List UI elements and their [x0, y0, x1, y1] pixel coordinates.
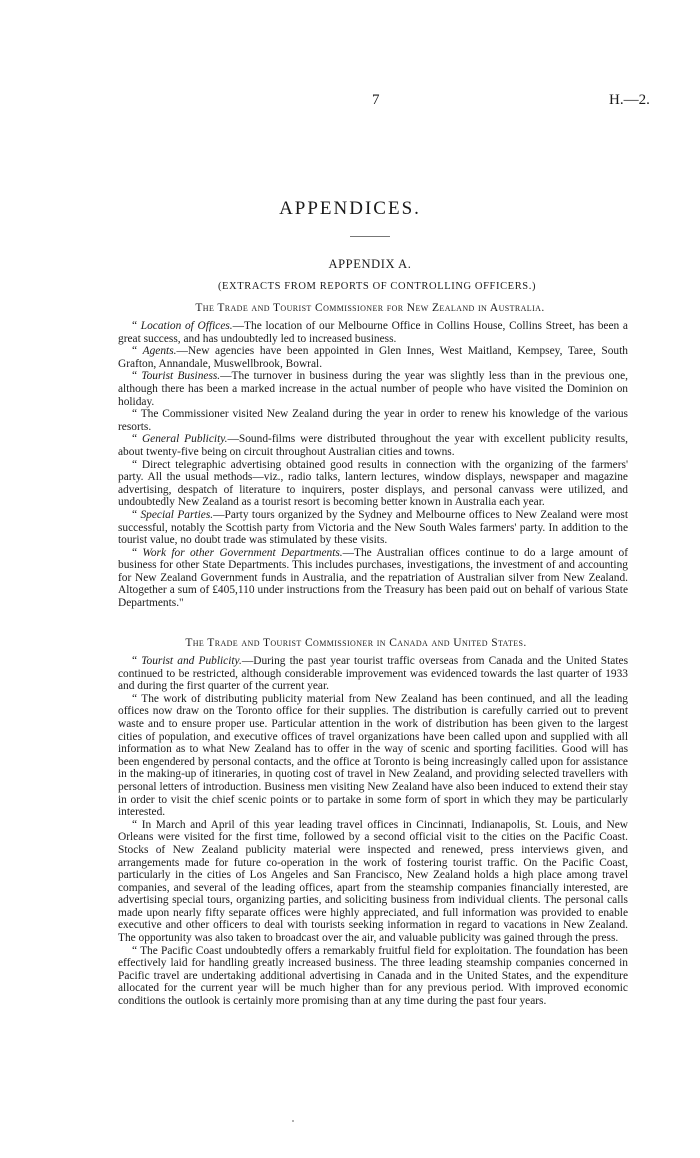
paragraph-text: Direct telegraphic advertising obtained good results in connection with the organizing of the farmers' party. All the usual methods—viz., radio talks, lantern lectures, window displays, newspaper and magazine advertising, despatch of literature to inquirers, poster displays, and personal canvass were utilized, and undoubtedly New Zealand as a tourist resort is becoming better known in Australia each year.: [118, 458, 628, 509]
page-number: 7: [372, 92, 380, 108]
section-body-canada: [118, 655, 628, 1008]
section-heading-australia: The Trade and Tourist Commissioner for New Zealand in Australia.: [195, 302, 545, 314]
paragraph: “ Location of Offices.—The location of our Melbourne Office in Collins House, Collins Street, has been a great success, and has undoubtedly led to increased business.: [118, 320, 628, 345]
paragraph: “ Direct telegraphic advertising obtained good results in connection with the organizing of the farmers' party. All the usual methods—viz., radio talks, lantern lectures, window displays, newspaper and magazine advertising, despatch of literature to inquirers, poster displays, and personal canvass were utilized, and undoubtedly New Zealand as a tourist resort is becoming better known in Australia each year.: [118, 458, 628, 509]
page-title: APPENDICES.: [279, 198, 421, 219]
paragraph-text: The work of distributing publicity material from New Zealand has been continued, and all the leading offices now draw on the Toronto office for their supplies. The distribution is carefully carried out to prevent waste and to ensure proper use. Particular attention in the work of distribution has been given to the largest cities of population, and executive offices of travel organizations have been called upon and supplied with all information as to what New Zealand has to offer in the way of scenic and sporting facilities. Good will has been engendered by personal contacts, and the office at Toronto is being increasingly called upon for assistance in the making-up of itineraries, in quoting cost of travel in New Zealand, and providing selected travellers with personal letters of introduction. Business men visiting New Zealand have also been induced to extend their stay in order to visit the chief scenic points or to partake in some form of sport in which they may be particularly interested.: [118, 692, 628, 819]
paragraph-text: —The turnover in business during the year was slightly less than in the previous one, although there has been a marked increase in the actual number of people who have visited the Dominion on holiday.: [118, 370, 628, 408]
paragraph-text: —During the past year tourist traffic overseas from Canada and the United States continued to be restricted, although considerable improvement was evidenced towards the last quarter of 1933 and during the first quarter of the current year.: [118, 655, 628, 693]
paragraph-lead: General Publicity.: [141, 433, 228, 446]
paragraph-lead: Tourist and Publicity.: [141, 655, 242, 667]
paragraph-text: —Sound-films were distributed throughout the year with excellent publicity results, about twenty-five being on circuit throughout Australian cities and towns.: [118, 433, 629, 458]
paragraph-lead: Location of Offices.: [140, 320, 233, 332]
title-divider: [350, 236, 390, 237]
paragraph: “ In March and April of this year leading travel offices in Cincinnati, Indianapolis, St. Louis, and New Orleans were visited for the first time, followed by a second official visit to the cities on the Pacific Coast. Stocks of New Zealand publicity material were inspected and renewed, press interviews given, and arrangements made for future co-operation in the work of fostering tourist traffic. On the Pacific Coast, particularly in the cities of Los Angeles and San Francisco, New Zealand holds a high place among travel companies, and several of the leading offices, apart from the steamship companies financially interested, are advertising special tours, organizing parties, and soliciting business from individual clients. The personal calls made upon nearly fifty separate offices were highly appreciated, and full information was provided to enable executive and other officers to deal with tourists seeking information in regard to vacations in New Zealand. The opportunity was also taken to broadcast over the air, and valuable publicity was gained through the press.: [118, 818, 628, 945]
paragraph-text: —New agencies have been appointed in Glen Innes, West Maitland, Kempsey, Taree, South Grafton, Annandale, Muswellbrook, Bowral.: [118, 345, 628, 370]
paragraph: “ Work for other Government Departments.—The Australian offices continue to do a large amount of business for other State Departments. This includes purchases, investigations, the investment of and accounting for New Zealand Government funds in Australia, and the repatriation of Australian silver from New Zealand. Altogether a sum of £405,110 under instructions from the Treasury has been paid out on behalf of various State Departments.": [118, 546, 628, 610]
paragraph: “ Tourist Business.—The turnover in business during the year was slightly less than in the previous one, although there has been a marked increase in the actual number of people who have visited the Dominion on holiday.: [118, 370, 628, 408]
paragraph: “ The Pacific Coast undoubtedly offers a remarkably fruitful field for exploitation. The foundation has been effectively laid for handling greatly increased business. The three leading steamship companies concerned in Pacific travel are undertaking additional advertising in Canada and in the United States, and the expenditure allocated for the current year will be much higher than for any previous period. With improved economic conditions the outlook is certainly more promising than at any time during the past four years.: [118, 944, 628, 1008]
paragraph: “ Tourist and Publicity.—During the past year tourist traffic overseas from Canada and the United States continued to be restricted, although considerable improvement was evidenced towards the last quarter of 1933 and during the first quarter of the current year.: [118, 655, 628, 693]
page-mark: [292, 1120, 294, 1122]
paragraph: “ Special Parties.—Party tours organized by the Sydney and Melbourne offices to New Zealand were most successful, notably the Scottish party from Victoria and the New South Wales farmers' party. In addition to the tourist value, no doubt trade was stimulated by these visits.: [118, 508, 628, 547]
paragraph-text: The Pacific Coast undoubtedly offers a remarkably fruitful field for exploitation. The foundation has been effectively laid for handling greatly increased business. The three leading steamship companies concerned in Pacific travel are undertaking additional advertising in Canada and in the United States, and the expenditure allocated for the current year will be much higher than for any previous period. With improved economic conditions the outlook is certainly more promising than at any time during the past four years.: [118, 944, 628, 1008]
paragraph-lead: Agents.: [142, 345, 177, 358]
paragraph: “ General Publicity.—Sound-films were distributed throughout the year with excellent publicity results, about twenty-five being on circuit throughout Australian cities and towns.: [118, 433, 629, 458]
paragraph-text: The Commissioner visited New Zealand during the year in order to renew his knowledge of the various resorts.: [118, 408, 628, 433]
paragraph-text: In March and April of this year leading travel offices in Cincinnati, Indianapolis, St. Louis, and New Orleans were visited for the first time, followed by a second official visit to the cities on the Pacific Coast. Stocks of New Zealand publicity material were inspected and renewed, press interviews given, and arrangements made for future co-operation in the work of fostering tourist traffic. On the Pacific Coast, particularly in the cities of Los Angeles and San Francisco, New Zealand holds a high place among travel companies, and several of the leading offices, apart from the steamship companies financially interested, are advertising special tours, organizing parties, and soliciting business from individual clients. The personal calls made upon nearly fifty separate offices were highly appreciated, and full information was provided to enable executive and other officers to deal with tourists seeking information in regard to vacations in New Zealand. The opportunity was also taken to broadcast over the air, and valuable publicity was gained through the press.: [118, 818, 628, 945]
paragraph-text: —The location of our Melbourne Office in Collins House, Collins Street, has been a great success, and has undoubtedly led to increased business.: [118, 320, 628, 345]
paragraph: “ The work of distributing publicity material from New Zealand has been continued, and all the leading offices now draw on the Toronto office for their supplies. The distribution is carefully carried out to prevent waste and to ensure proper use. Particular attention in the work of distribution has been given to the largest cities of population, and executive offices of travel organizations have been called upon and supplied with all information as to what New Zealand has to offer in the way of scenic and sporting facilities. Good will has been engendered by personal contacts, and the office at Toronto is being increasingly called upon for assistance in the making-up of itineraries, in quoting cost of travel in New Zealand, and providing selected travellers with personal letters of introduction. Business men visiting New Zealand have also been induced to extend their stay in order to visit the chief scenic points or to partake in some form of sport in which they may be particularly interested.: [118, 692, 628, 819]
paragraph-text: —The Australian offices continue to do a large amount of business for other State Departments. This includes purchases, investigations, the investment of and accounting for New Zealand Government funds in Australia, and the repatriation of Australian silver from New Zealand. Altogether a sum of £405,110 under instructions from the Treasury has been paid out on behalf of various State Departments.": [118, 546, 628, 610]
appendix-title: APPENDIX A.: [328, 257, 412, 271]
paragraph-lead: Special Parties.: [140, 508, 214, 521]
paragraph: “ Agents.—New agencies have been appointed in Glen Innes, West Maitland, Kempsey, Taree, South Grafton, Annandale, Muswellbrook, Bowral.: [118, 345, 628, 370]
document-id: H.—2.: [609, 92, 650, 108]
paragraph-lead: Tourist Business.: [141, 370, 221, 383]
section-heading-canada: The Trade and Tourist Commissioner in Canada and United States.: [185, 637, 527, 649]
paragraph: “ The Commissioner visited New Zealand during the year in order to renew his knowledge of the various resorts.: [118, 408, 628, 433]
paragraph-text: —Party tours organized by the Sydney and Melbourne offices to New Zealand were most successful, notably the Scottish party from Victoria and the New South Wales farmers' party. In addition to the tourist value, no doubt trade was stimulated by these visits.: [118, 508, 628, 547]
appendix-subtitle: (EXTRACTS FROM REPORTS OF CONTROLLING OFFICERS.): [217, 281, 537, 292]
section-body-australia: [118, 320, 628, 610]
paragraph-lead: Work for other Government Departments.: [142, 546, 343, 559]
